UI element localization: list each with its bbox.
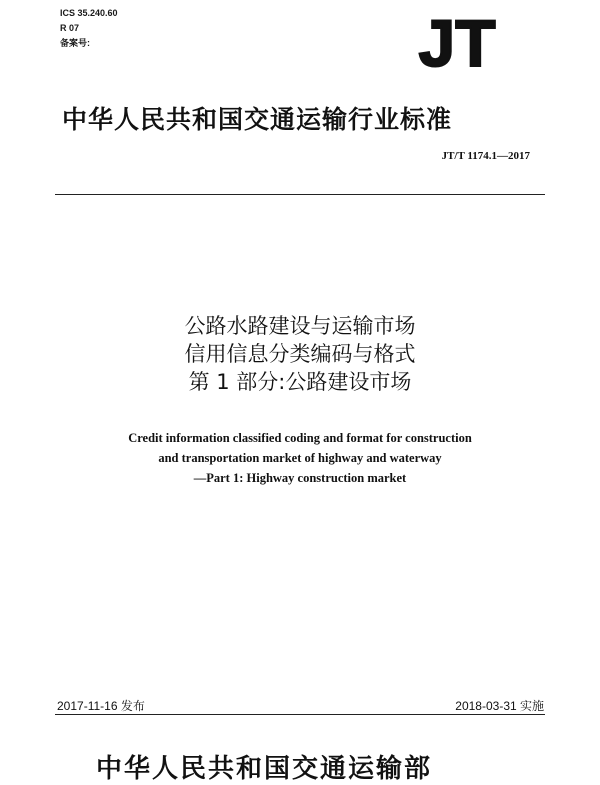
footer-divider [55, 714, 545, 715]
logo-lettering: JT [418, 12, 496, 70]
english-title-line-2: and transportation market of highway and waterway [158, 451, 442, 465]
implementation-date: 2018-03-31 实施 [455, 699, 544, 713]
standard-type-heading: 中华人民共和国交通运输行业标准 [62, 105, 453, 134]
record-number-label: 备案号: [60, 38, 90, 48]
chinese-title-line-2: 信用信息分类编码与格式 [184, 342, 416, 366]
english-title [0, 428, 600, 488]
ccs-code: R 07 [60, 23, 80, 33]
issue-date: 2017-11-16 发布 [57, 699, 145, 713]
english-title-line-1: Credit information classified coding and format for construction [128, 431, 472, 445]
chinese-title-line-3: 第 1 部分:公路建设市场 [188, 370, 412, 394]
jt-logo [398, 12, 516, 70]
classification-block [60, 6, 118, 51]
english-title-line-3: —Part 1: Highway construction market [193, 471, 407, 485]
standard-code: JT/T 1174.1—2017 [441, 150, 530, 162]
ics-code: ICS 35.240.60 [60, 8, 118, 18]
chinese-title-line-1: 公路水路建设与运输市场 [184, 314, 416, 338]
publisher-name: 中华人民共和国交通运输部 [96, 754, 433, 784]
header-divider [55, 194, 545, 195]
chinese-title [0, 312, 600, 396]
